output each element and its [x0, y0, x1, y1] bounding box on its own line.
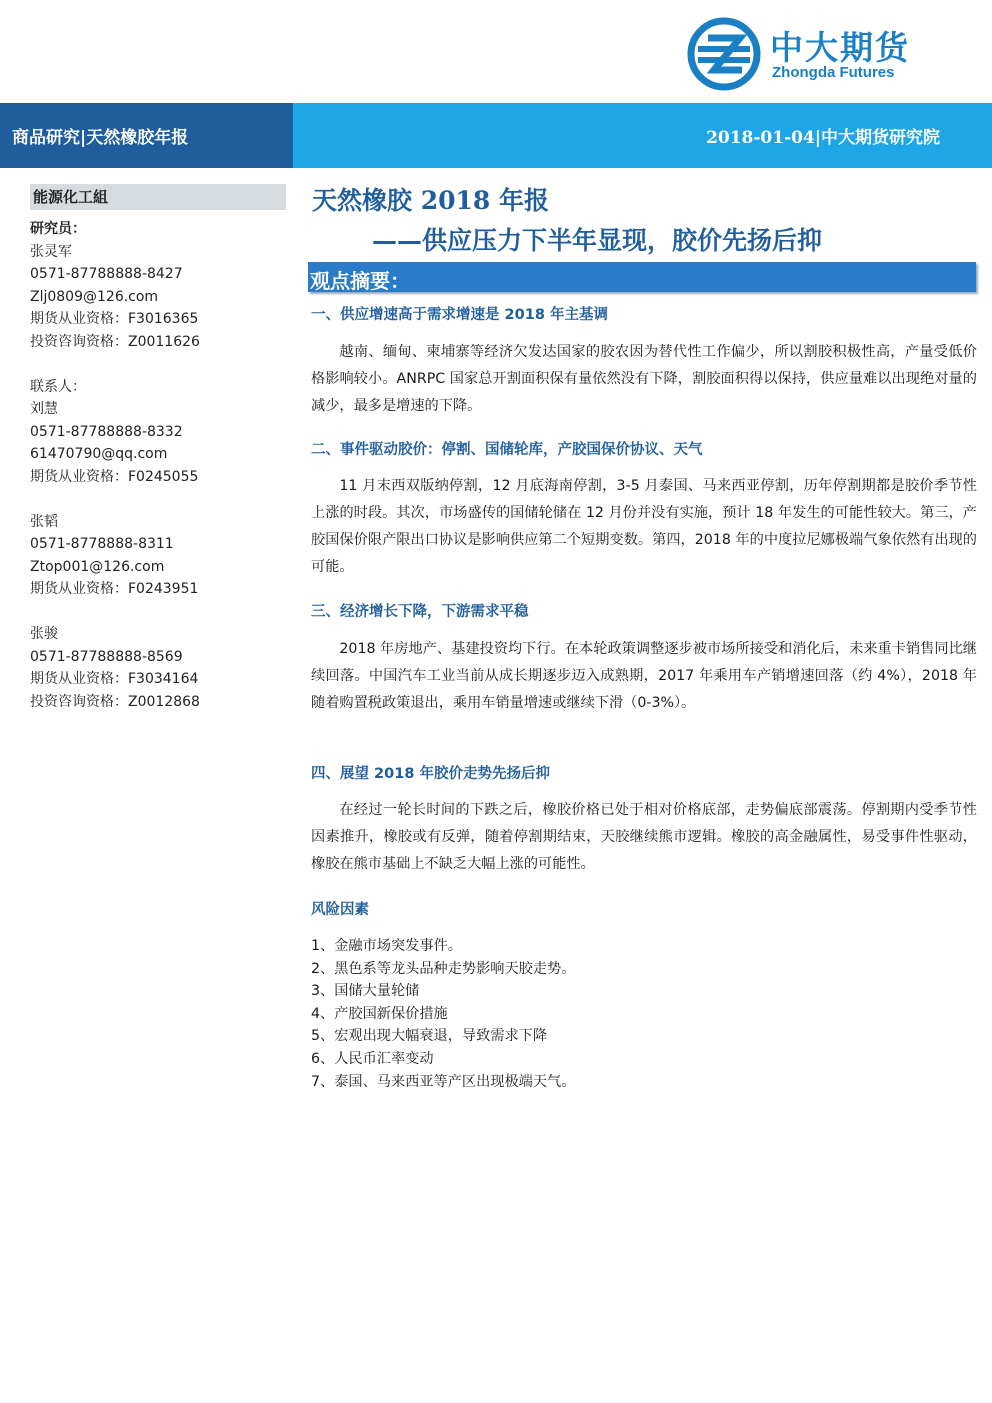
- section-1-body: 越南、缅甸、柬埔寨等经济欠发达国家的胶农因为替代性工作偏少，所以割胶积极性高，产量受低价格影响较小。ANRPC 国家总开割面积保有量依然没有下降，割胶面积得以保持，供应量难以出现绝对量的减少，最多是增速的下降。: [311, 344, 977, 414]
- section-3-body: 2018 年房地产、基建投资均下行。在本轮政策调整逐步被市场所接受和消化后，未来重卡销售同比继续回落。中国汽车工业当前从成长期逐步迈入成熟期，2017 年乘用车产销增速回落（约 4%），2018 年随着购置税政策退出，乘用车销量增速或继续下滑（0-3%）。: [311, 641, 977, 711]
- contact2-futures-license: 期货从业资格：F0243951: [30, 581, 199, 598]
- report-subtitle: ——供应压力下半年显现，胶价先扬后抑: [372, 226, 823, 255]
- risk-item: 7、泰国、马来西亚等产区出现极端天气。: [311, 1073, 576, 1090]
- researcher-email[interactable]: Zlj0809@126.com: [30, 288, 159, 305]
- contact2-name: 张韬: [30, 513, 58, 530]
- section-3-heading: 三、经济增长下降，下游需求平稳: [311, 604, 529, 620]
- header-band-right: [293, 103, 992, 168]
- report-title: 天然橡胶 2018 年报: [312, 186, 549, 215]
- summary-label: 观点摘要：: [310, 269, 410, 293]
- risk-item: 6、人民币汇率变动: [311, 1050, 434, 1067]
- section-2-heading: 二、事件驱动胶价：停割、国储轮库，产胶国保价协议、天气: [311, 442, 703, 458]
- section-1-heading: 一、供应增速高于需求增速是 2018 年主基调: [311, 307, 608, 323]
- contact3-advisory-license: 投资咨询资格：Z0012868: [30, 693, 200, 710]
- risk-factors-heading: 风险因素: [311, 902, 369, 918]
- header-band-left: [0, 103, 293, 168]
- contact1-name: 刘慧: [30, 401, 58, 418]
- researcher-name: 张灵军: [30, 243, 72, 260]
- contact1-futures-license: 期货从业资格：F0245055: [30, 468, 199, 485]
- logo-name-cn: 中大期货: [770, 28, 910, 67]
- researcher-label: 研究员：: [30, 221, 86, 237]
- contact1-phone: 0571-87788888-8332: [30, 423, 183, 440]
- contact2-email[interactable]: Ztop001@126.com: [30, 558, 165, 575]
- logo-name-en: Zhongda Futures: [772, 64, 895, 81]
- contact2-phone: 0571-8778888-8311: [30, 536, 174, 553]
- contact-label: 联系人：: [30, 378, 86, 395]
- section-2-body: 11 月末西双版纳停割，12 月底海南停割，3-5 月泰国、马来西亚停割，历年停割期都是胶价季节性上涨的时段。其次，市场盛传的国储轮储在 12 月份并没有实施，预计 18 年发生的可能性较大。第三，产胶国保价限产限出口协议是影响供应第二个短期变数。第四，2018 年的中度拉尼娜极端气象依然有出现的可能。: [311, 478, 977, 575]
- risk-item: 1、金融市场突发事件。: [311, 938, 462, 954]
- header-date-institute: 2018-01-04|中大期货研究院: [706, 128, 940, 148]
- summary-header-bar: [308, 262, 976, 292]
- sidebar-group-title: 能源化工組: [30, 184, 286, 210]
- header-category: 商品研究|天然橡胶年报: [12, 128, 189, 148]
- zhongda-logo-icon: [686, 16, 762, 92]
- risk-item: 4、产胶国新保价措施: [311, 1005, 448, 1022]
- contact1-email[interactable]: 61470790@qq.com: [30, 446, 168, 463]
- company-logo: [686, 14, 936, 94]
- risk-item: 3、国储大量轮储: [311, 983, 420, 1000]
- researcher-futures-license: 期货从业资格：F3016365: [30, 311, 199, 328]
- contact3-name: 张骏: [30, 625, 58, 642]
- analyst-sidebar: [30, 184, 286, 713]
- researcher-advisory-license: 投资咨询资格：Z0011626: [30, 333, 200, 350]
- section-4-heading: 四、展望 2018 年胶价走势先扬后抑: [311, 766, 550, 782]
- researcher-phone: 0571-87788888-8427: [30, 266, 183, 283]
- contact3-futures-license: 期货从业资格：F3034164: [30, 671, 199, 688]
- risk-factors-list: [311, 935, 575, 1093]
- contact3-phone: 0571-87788888-8569: [30, 648, 183, 665]
- section-4-body: 在经过一轮长时间的下跌之后，橡胶价格已处于相对价格底部，走势偏底部震荡。停割期内受季节性因素推升，橡胶或有反弹，随着停割期结束，天胶继续熊市逻辑。橡胶的高金融属性，易受事件性驱动，橡胶在熊市基础上不缺乏大幅上涨的可能性。: [311, 802, 977, 872]
- risk-item: 2、黑色系等龙头品种走势影响天胶走势。: [311, 960, 576, 977]
- risk-item: 5、宏观出现大幅衰退，导致需求下降: [311, 1028, 548, 1045]
